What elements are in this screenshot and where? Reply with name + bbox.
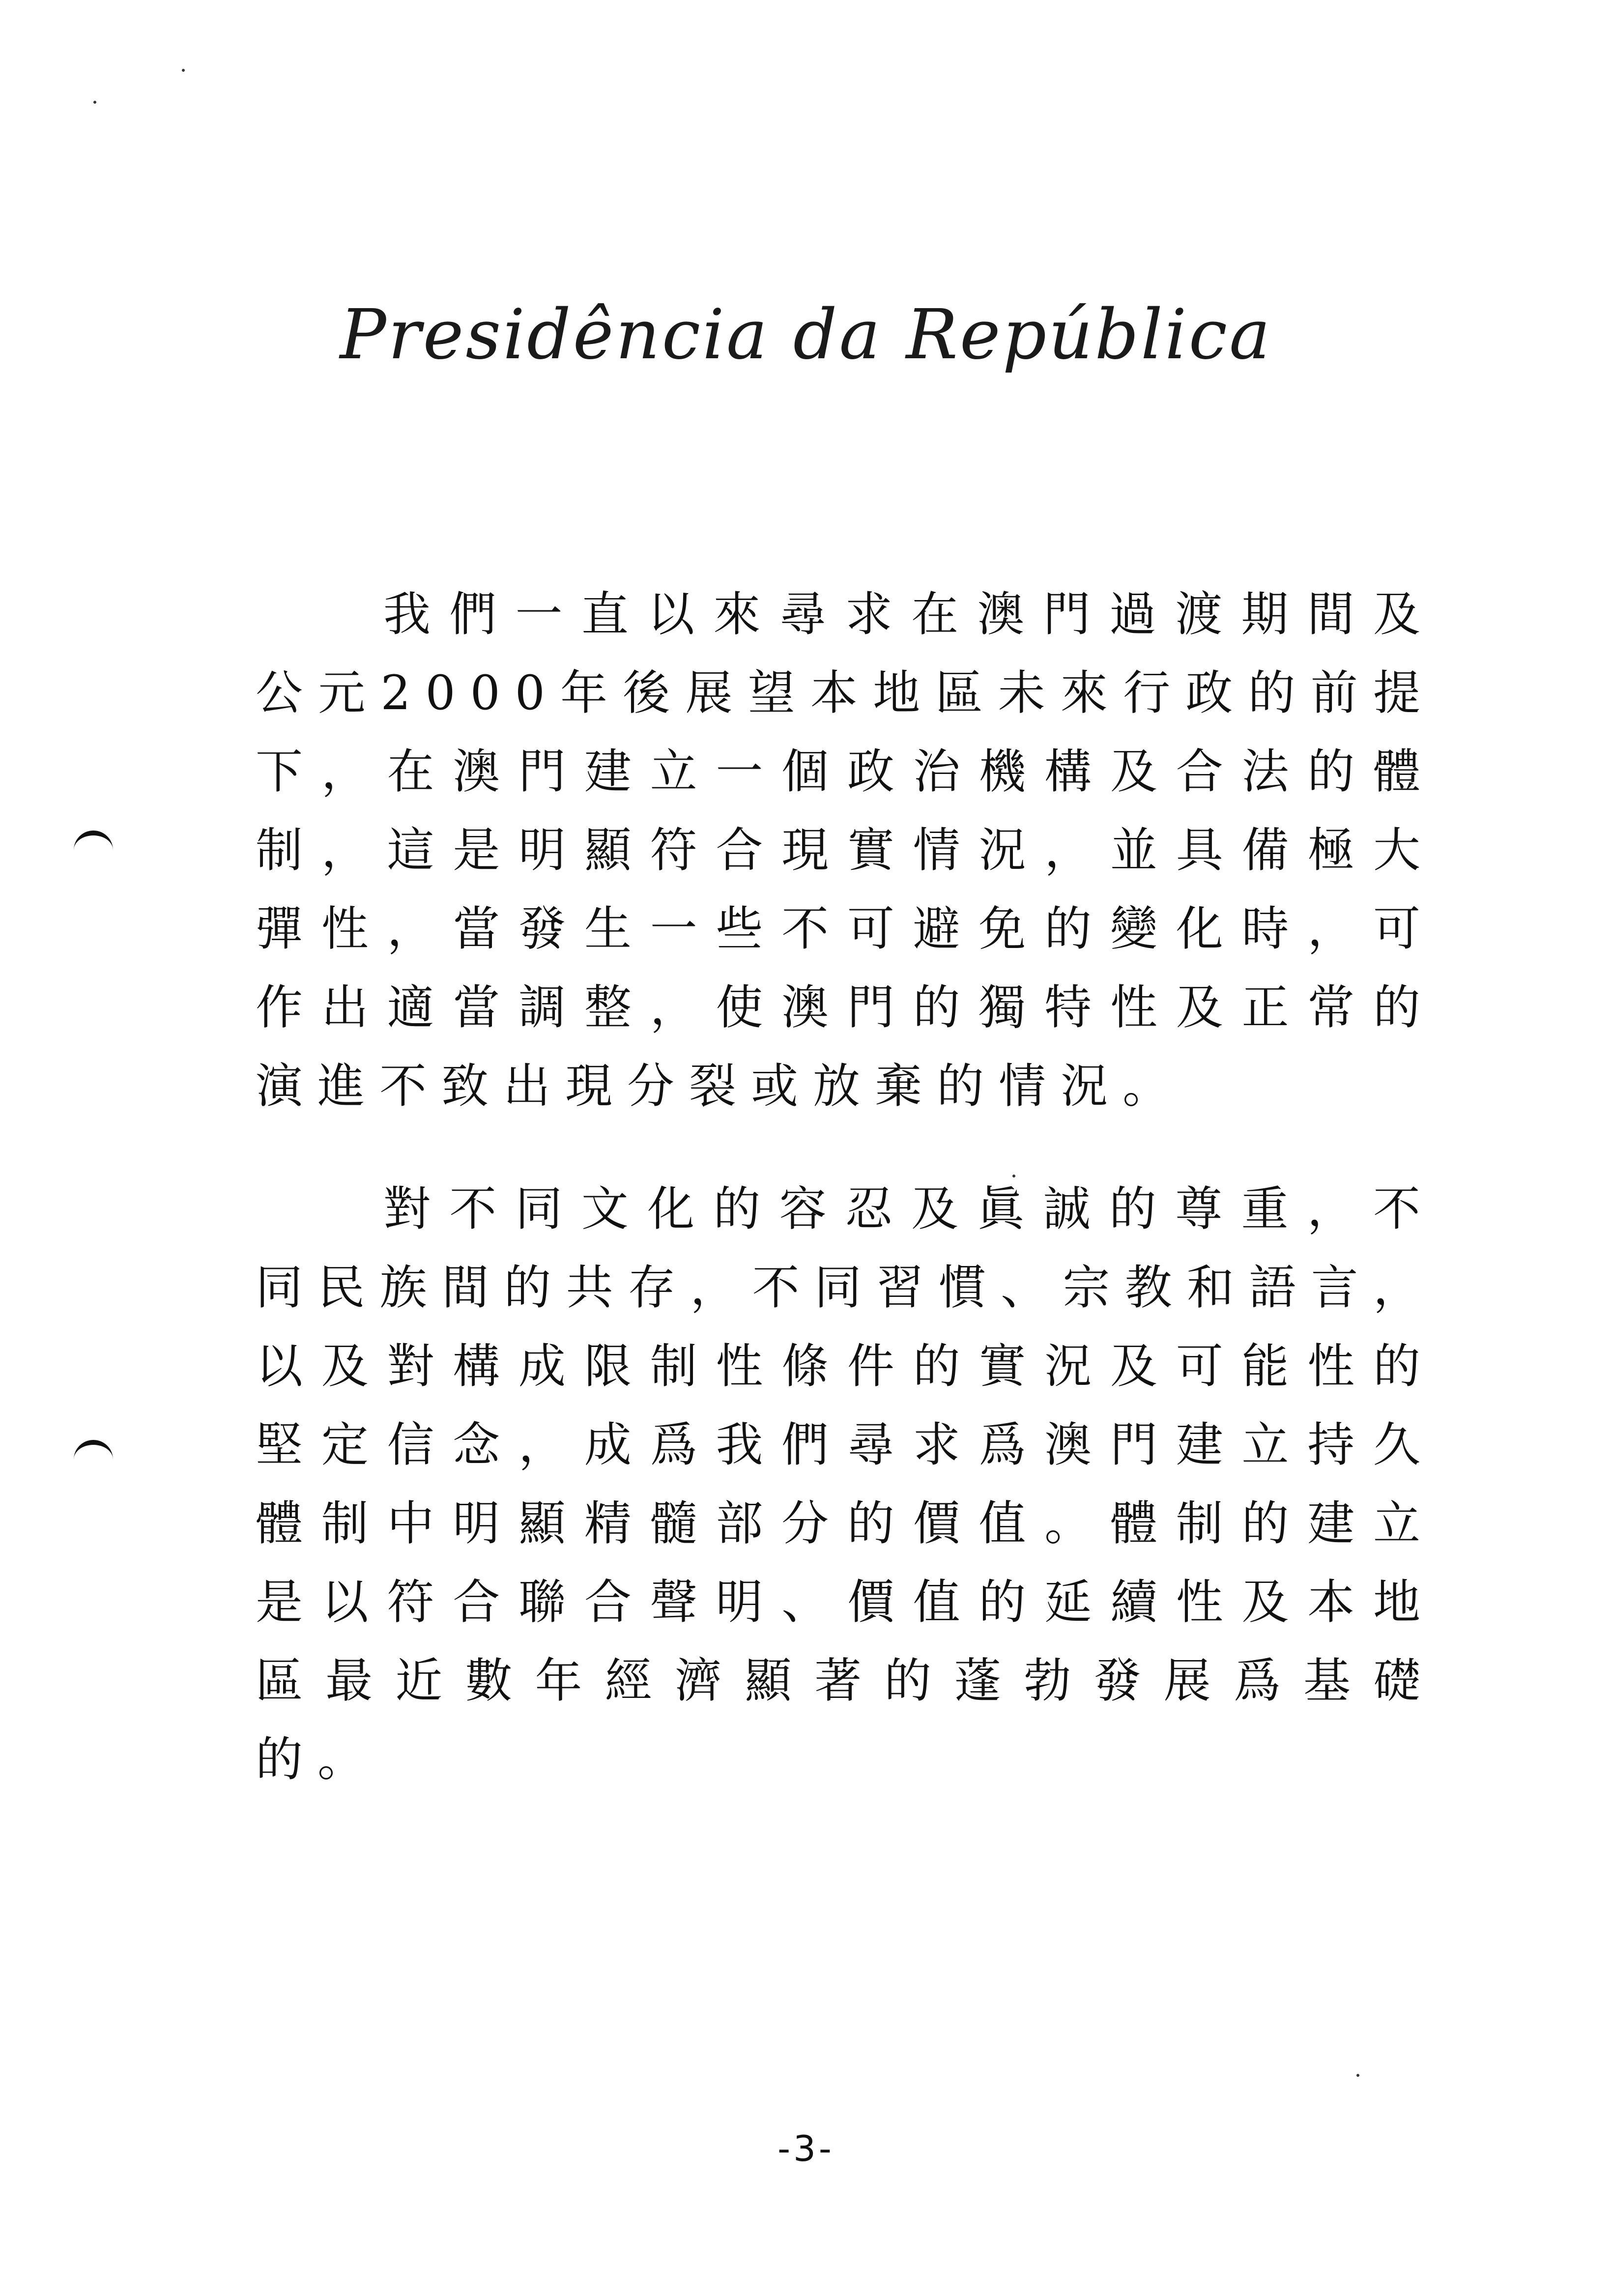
paragraph-line: 演進不致出現分裂或放棄的情況。 <box>256 1059 1184 1114</box>
paragraph-line: 堅定信念，成爲我們尋求爲澳門建立持久 <box>256 1417 1435 1472</box>
scan-speck <box>93 101 96 104</box>
paragraph-2 <box>256 1170 1435 1799</box>
paragraph-1 <box>256 575 1435 1125</box>
paragraph-line: 區最近數年經濟顯著的蓬勃發展爲基礎 <box>256 1653 1435 1708</box>
paragraph-line: 下，在澳門建立一個政治機構及合法的體 <box>256 744 1435 799</box>
paragraph-line: 是以符合聯合聲明、價值的延續性及本地 <box>256 1575 1435 1630</box>
paragraph-line: 同民族間的共存，不同習慣、宗教和語言， <box>256 1260 1435 1315</box>
paragraph-line: 對不同文化的容忍及眞誠的尊重，不 <box>383 1181 1435 1236</box>
paragraph-line: 我們一直以來尋求在澳門過渡期間及 <box>383 587 1435 642</box>
paragraph-line: 的。 <box>256 1732 379 1787</box>
scan-speck <box>1012 1175 1015 1177</box>
scan-speck <box>182 69 185 72</box>
paragraph-line: 彈性，當發生一些不可避免的變化時，可 <box>256 901 1435 956</box>
paragraph-line: 作出適當調整，使澳門的獨特性及正常的 <box>256 980 1435 1035</box>
binder-hole-mark <box>74 1440 113 1464</box>
letterhead-title: Presidência da República <box>340 295 1272 375</box>
binder-hole-mark <box>74 831 113 855</box>
paragraph-line: 以及對構成限制性條件的實況及可能性的 <box>256 1339 1435 1394</box>
paragraph-line: 體制中明顯精髓部分的價值。體制的建立 <box>256 1496 1435 1551</box>
paragraph-line: 制，這是明顯符合現實情況，並具備極大 <box>256 823 1435 878</box>
paragraph-line: 公元2000年後展望本地區未來行政的前提 <box>256 665 1435 720</box>
scan-speck <box>1356 2074 1359 2077</box>
page-number: -3- <box>777 2128 835 2169</box>
